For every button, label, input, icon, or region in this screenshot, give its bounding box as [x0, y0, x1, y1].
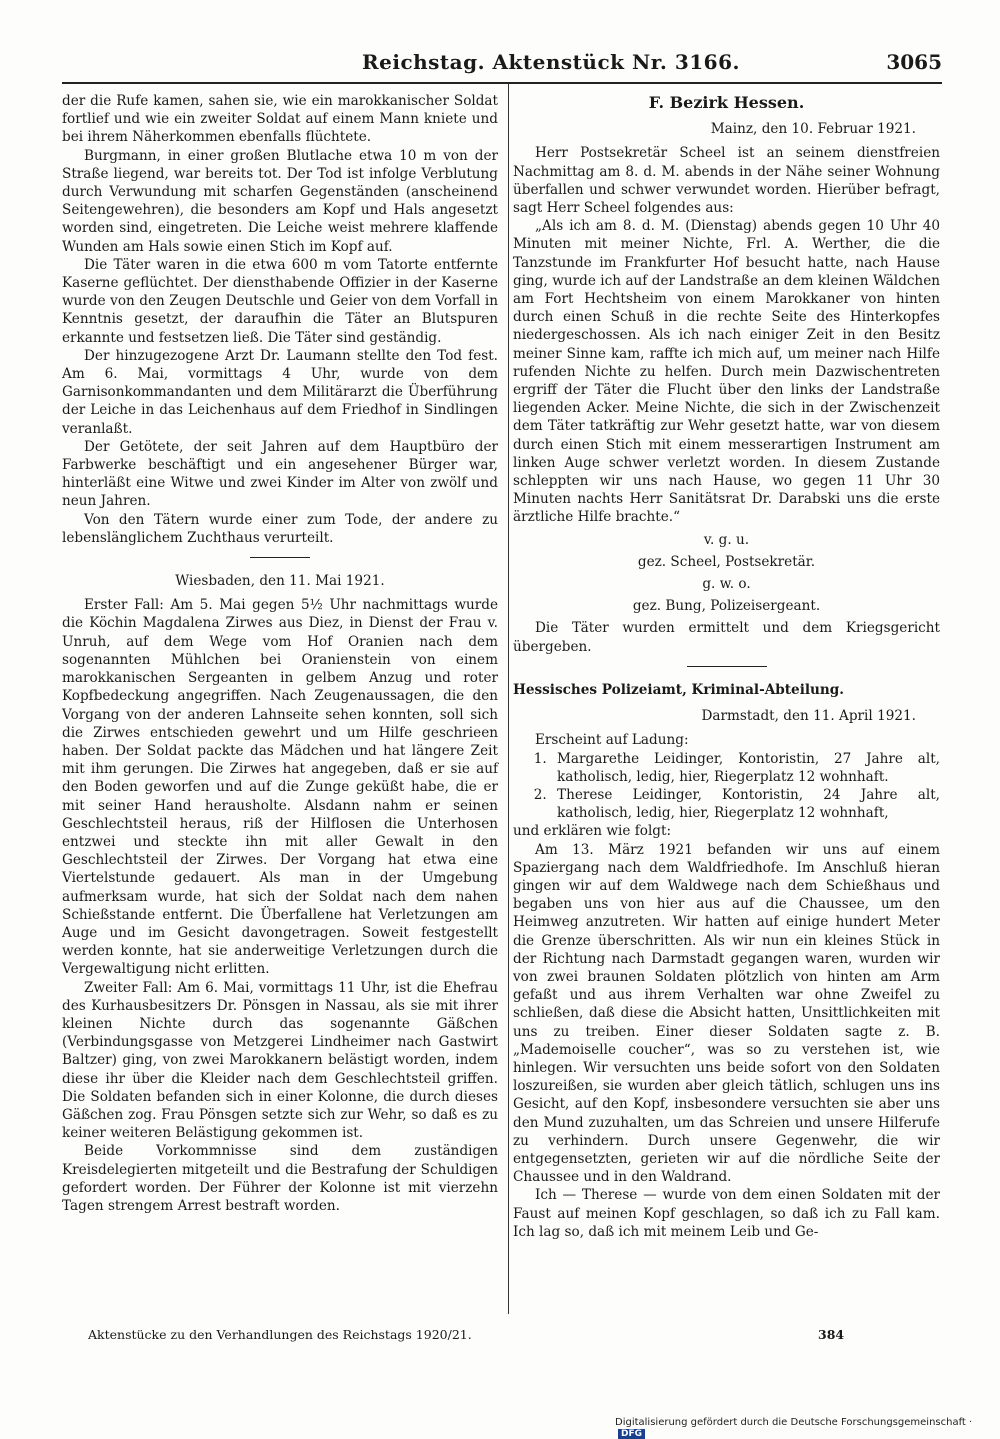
digitization-credit [615, 1417, 1000, 1439]
sheet-number: 384 [818, 1327, 845, 1342]
subsection-heading: Hessisches Polizeiamt, Kriminal-Abteilung. [513, 681, 845, 698]
paragraph: Erster Fall: Am 5. Mai gegen 5½ Uhr nachmittags wurde die Köchin Magdalena Zirwes aus Diez, in Dienst der Frau v. Unruh, auf dem Wege vom Hof Oranien nach dem sogenannten Mühlchen bei Oranienstein von einem marokkanischen Sergeanten in gelbem Anzug und roter Kopfbedeckung angegriffen. Nach Zeugenaussagen, die den Vorgang von der anderen Lahnseite sehen konnten, soll sich die Zirwes entschieden gewehrt und um Hilfe geschrieen haben. Der Soldat packte das Mädchen und hat längere Zeit mit ihm gerungen. Die Zirwes hat angegeben, daß er sie auf den Boden geworfen und auf die Zunge geküßt habe, die er mit seiner Hand herausholte. Alsdann nahm er seinen Geschlechtsteil heraus, riß der Hilflosen die Unterhosen entzwei und steckte ihn mit aller Gewalt in den Geschlechtsteil der Zirwes. Der Vorgang hat etwa eine Viertelstunde gedauert. Als man in der Umgebung aufmerksam wurde, hat sich der Soldat nach dem nahen Schießstande entfernt. Die Überfallene hat Verletzungen am Auge und im Gesicht davongetragen. Soweit festgestellt werden konnte, hat sie anderweitige Verletzungen durch die Vergewaltigung nicht erlitten. [62, 597, 498, 978]
paragraph: Der Getötete, der seit Jahren auf dem Hauptbüro der Farbwerke beschäftigt und ein angesehener Bürger war, hinterläßt eine Witwe und zwei Kinder im Alter von zwölf und neun Jahren. [62, 438, 498, 510]
list-item: 2. Therese Leidinger, Kontoristin, 24 Jahre alt, katholisch, ledig, hier, Riegerplatz 12 wohnhaft, [551, 786, 940, 822]
section-divider [687, 666, 767, 667]
signature: gez. Bung, Polizeisergeant. [632, 598, 821, 615]
paragraph: Von den Tätern wurde einer zum Tode, der andere zu lebenslänglichem Zuchthaus verurteilt. [62, 511, 498, 546]
dateline: Darmstadt, den 11. April 1921. [701, 708, 916, 725]
paragraph: „Als ich am 8. d. M. (Dienstag) abends gegen 10 Uhr 40 Minuten mit meiner Nichte, Frl. A. Werther, die die Tanzstunde im Frankfurter Hof besucht hatte, nach Hause ging, wurde ich auf der Landstraße an dem kleinen Wäldchen am Fort Hechtsheim von einem Marokkaner von hinten durch einen Schuß in die rechte Seite des Hinterkopfes niedergeschossen. Als ich nach einiger Zeit in den Besitz meiner Sinne kam, raffte ich mich auf, um meiner nach Hilfe rufenden Nichte zu helfen. Durch mein Dazwischentreten ergriff der Täter die Flucht über den links der Landstraße liegenden Acker. Meine Nichte, die sich in der Zwischenzeit dem Täter tatkräftig zur Wehr gesetzt hatte, war von diesem durch einen Stich mit einem messerartigen Instrument am linken Auge schwer verletzt worden. In diesem Zustande schleppten wir uns nach Hause, wo gegen 11 Uhr 30 Minuten nachts Herr Sanitätsrat Dr. Darabski uns die erste ärztliche Hilfe brachte.“ [513, 218, 940, 526]
signature-abbreviation: g. w. o. [702, 576, 751, 593]
dfg-logo: DFG [618, 1429, 645, 1439]
paragraph: Die Täter waren in die etwa 600 m vom Tatorte entfernte Kaserne geflüchtet. Der diensthabende Offizier in der Kaserne wurde von den Zeugen Deutschle und Geier von dem Vorfall in Kenntnis gesetzt, der daraufhin die Täter an Blutspuren erkannte und festsetzen ließ. Die Täter sind geständig. [62, 256, 498, 346]
paragraph: Beide Vorkommnisse sind dem zuständigen Kreisdelegierten mitgeteilt und die Bestrafung der Schuldigen gefordert worden. Der Führer der Kolonne ist mit vierzehn Tagen strengem Arrest bestraft worden. [62, 1143, 498, 1214]
paragraph: Die Täter wurden ermittelt und dem Kriegsgericht übergeben. [513, 620, 940, 655]
page-number: 3065 [886, 50, 942, 74]
paragraph: Am 13. März 1921 befanden wir uns auf einem Spaziergang nach dem Waldfriedhofe. Im Anschluß hieran gingen wir auf dem Waldwege nach dem Schießhaus und begaben uns von hier aus auf die Chaussee, um den Heimweg anzutreten. Wir hatten auf einige hundert Meter die Grenze überschritten. Als wir nun ein kleines Stück in der Richtung nach Darmstadt gegangen waren, wurden wir von zwei braunen Soldaten plötzlich von hinten am Arm gefaßt und aus ihrem Verhalten war ohne Zweifel zu schließen, daß diese die Absicht hatten, Unsittlichkeiten mit uns zu treiben. Einer dieser Soldaten sagte z. B. „Mademoiselle coucher“, was so zu verstehen ist, wie hinlegen. Wir versuchten uns beide sofort von den Soldaten loszureißen, sie wurden aber gleich tätlich, schlugen uns ins Gesicht, auf den Kopf, insbesondere versuchten sie aber uns den Mund zuzuhalten, um das Schreien und unsere Hilferufe zu verhindern. Durch unsere Gegenwehr, die wir entgegensetzten, gerieten wir auf die nördliche Seite der Chaussee und in den Waldrand. [513, 841, 940, 1186]
paragraph: Ich — Therese — wurde von dem einen Soldaten mit der Faust auf meinen Kopf geschlagen, so daß ich zu Fall kam. Ich lag so, daß ich mit meinem Leib und Ge- [513, 1187, 940, 1240]
header-rule [62, 82, 942, 84]
witness-list [551, 750, 940, 823]
paragraph: und erklären wie folgt: [513, 823, 672, 840]
column-divider [508, 84, 509, 1314]
running-title: Reichstag. Aktenstück Nr. 3166. [362, 50, 740, 74]
section-divider [250, 557, 310, 558]
paragraph: Zweiter Fall: Am 6. Mai, vormittags 11 Uhr, ist die Ehefrau des Kurhausbesitzers Dr. Pönsgen in Nassau, als sie mit ihrer kleinen Nichte durch das sogenannte Gäßchen (Verbindungsgasse von Metzgerei Lindheimer nach Gastwirt Baltzer) ging, von zwei Marokkanern belästigt worden, indem diese ihr über die Kleider nach dem Geschlechtsteil griffen. Die Soldaten befanden sich in einer Kolonne, die durch dieses Gäßchen zog. Frau Pönsgen setzte sich zur Wehr, so daß es zu keiner weiteren Belästigung gekommen ist. [62, 979, 498, 1142]
credit-text: Digitalisierung gefördert durch die Deutsche Forschungsgemeinschaft · [615, 1417, 973, 1428]
signature: gez. Scheel, Postsekretär. [637, 553, 816, 570]
right-column [513, 92, 940, 1241]
dateline: Mainz, den 10. Februar 1921. [710, 121, 916, 138]
dateline: Wiesbaden, den 11. Mai 1921. [175, 573, 385, 590]
paragraph: Erscheint auf Ladung: [535, 732, 689, 749]
signature-abbreviation: v. g. u. [703, 531, 750, 548]
paragraph: der die Rufe kamen, sahen sie, wie ein marokkanischer Soldat fortlief und wie ein zweiter Soldat auf einem Mann kniete und bei ihrem Näherkommen ebenfalls flüchtete. [62, 93, 498, 146]
page-header [62, 50, 942, 76]
paragraph: Der hinzugezogene Arzt Dr. Laumann stellte den Tod fest. Am 6. Mai, vormittags 4 Uhr, wurde von dem Garnisonkommandanten und dem Militärarzt die Überführung der Leiche in das Leichenhaus auf dem Friedhof in Sindlingen veranlaßt. [62, 347, 498, 437]
page-footer: Aktenstücke zu den Verhandlungen des Reichstags 1920/21. [88, 1327, 472, 1342]
paragraph: Burgmann, in einer großen Blutlache etwa 10 m von der Straße liegend, war bereits tot. Der Tod ist infolge Verblutung durch Verwundung mit scharfen Gegenständen (anscheinend Seitengewehren), die besonders am Kopf und Hals angesetzt worden sind, eingetreten. Die Leiche weist mehrere klaffende Wunden am Hals sowie einen Stich im Kopf auf. [62, 147, 498, 255]
section-heading: F. Bezirk Hessen. [648, 93, 805, 112]
paragraph: Herr Postsekretär Scheel ist an seinem dienstfreien Nachmittag am 8. d. M. abends in der Nähe seiner Wohnung überfallen und schwer verwundet worden. Hierüber befragt, sagt Herr Scheel folgendes aus: [513, 145, 940, 217]
list-item: 1. Margarethe Leidinger, Kontoristin, 27 Jahre alt, katholisch, ledig, hier, Riegerplatz 12 wohnhaft. [551, 750, 940, 786]
left-column [62, 92, 498, 1215]
